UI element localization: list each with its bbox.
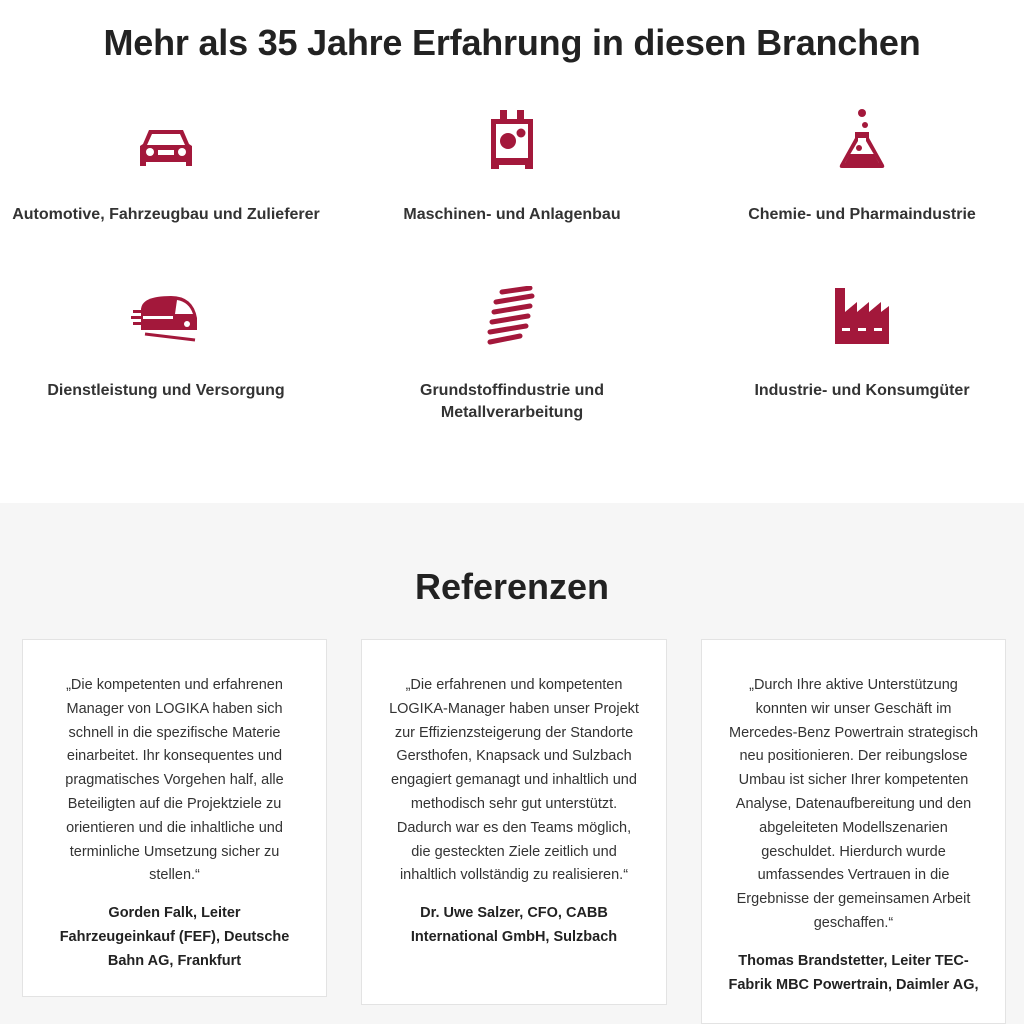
branch-services bbox=[0, 288, 336, 402]
reference-quote: „Die kompetenten und erfahrenen Manager von LOGIKA haben sich schnell in die spezifische Materie einarbeitet. Ihr konsequentes und pragmatisches Vorgehen half, alle Beteiligten auf die Projektziele zu orientieren und die inhaltliche und terminliche Umsetzung sicher zu stellen.“ bbox=[65, 677, 284, 884]
reference-author: Thomas Brandstetter, Leiter TEC-Fabrik MBC Powertrain, Daimler AG, bbox=[728, 952, 979, 993]
reference-author: Gorden Falk, Leiter Fahrzeugeinkauf (FEF), Deutsche Bahn AG, Frankfurt bbox=[59, 905, 290, 969]
branch-label: Maschinen- und Anlagenbau bbox=[403, 206, 621, 223]
flask-icon bbox=[692, 108, 1024, 172]
reference-card bbox=[701, 639, 1006, 1024]
branch-label: Industrie- und Konsumgüter bbox=[754, 382, 970, 399]
branch-chemistry bbox=[692, 108, 1024, 226]
branch-machinery bbox=[342, 108, 682, 226]
factory-icon bbox=[692, 286, 1024, 350]
car-icon bbox=[0, 118, 336, 182]
branch-label: Dienstleistung und Versorgung bbox=[47, 382, 285, 399]
references-title: Referenzen bbox=[414, 566, 610, 607]
branches-section bbox=[0, 0, 1024, 503]
reference-author: Dr. Uwe Salzer, CFO, CABB International GmbH, Sulzbach bbox=[410, 905, 618, 945]
reference-card bbox=[361, 639, 667, 1005]
reference-card bbox=[22, 639, 327, 997]
reference-quote: „Durch Ihre aktive Unterstützung konnten wir unser Geschäft im Mercedes-Benz Powertrain strategisch neu positionieren. Der reibungslose Umbau ist sicher Ihrer kompetenten Analyse, Datenaufbereitung und den abgeleiteten Modellszenarien geschuldet. Hierdurch wurde umfassendes Vertrauen in die Ergebnisse der gemeinsamen Arbeit geschaffen.“ bbox=[728, 677, 979, 931]
branch-raw-materials bbox=[342, 286, 682, 424]
train-icon bbox=[0, 288, 336, 352]
branch-label: Automotive, Fahrzeugbau und Zulieferer bbox=[12, 206, 320, 223]
machine-icon bbox=[342, 108, 682, 172]
branch-automotive bbox=[0, 118, 336, 226]
branch-label: Chemie- und Pharmaindustrie bbox=[748, 206, 976, 223]
branch-label-line1: Grundstoffindustrie und bbox=[420, 382, 604, 399]
branch-consumer-goods bbox=[692, 286, 1024, 402]
reference-quote: „Die erfahrenen und kompetenten LOGIKA-Manager haben unser Projekt zur Effizienzsteigerung der Standorte Gersthofen, Knapsack und Sulzbach engagiert gemanagt und inhaltlich und methodisch sehr gut unterstützt. Dadurch war es den Teams möglich, die gesteckten Ziele zeitlich und inhaltlich vollständig zu realisieren.“ bbox=[389, 677, 639, 884]
spring-icon bbox=[342, 286, 682, 350]
branches-title: Mehr als 35 Jahre Erfahrung in diesen Branchen bbox=[103, 22, 921, 63]
branch-label-line2: Metallverarbeitung bbox=[440, 404, 584, 421]
